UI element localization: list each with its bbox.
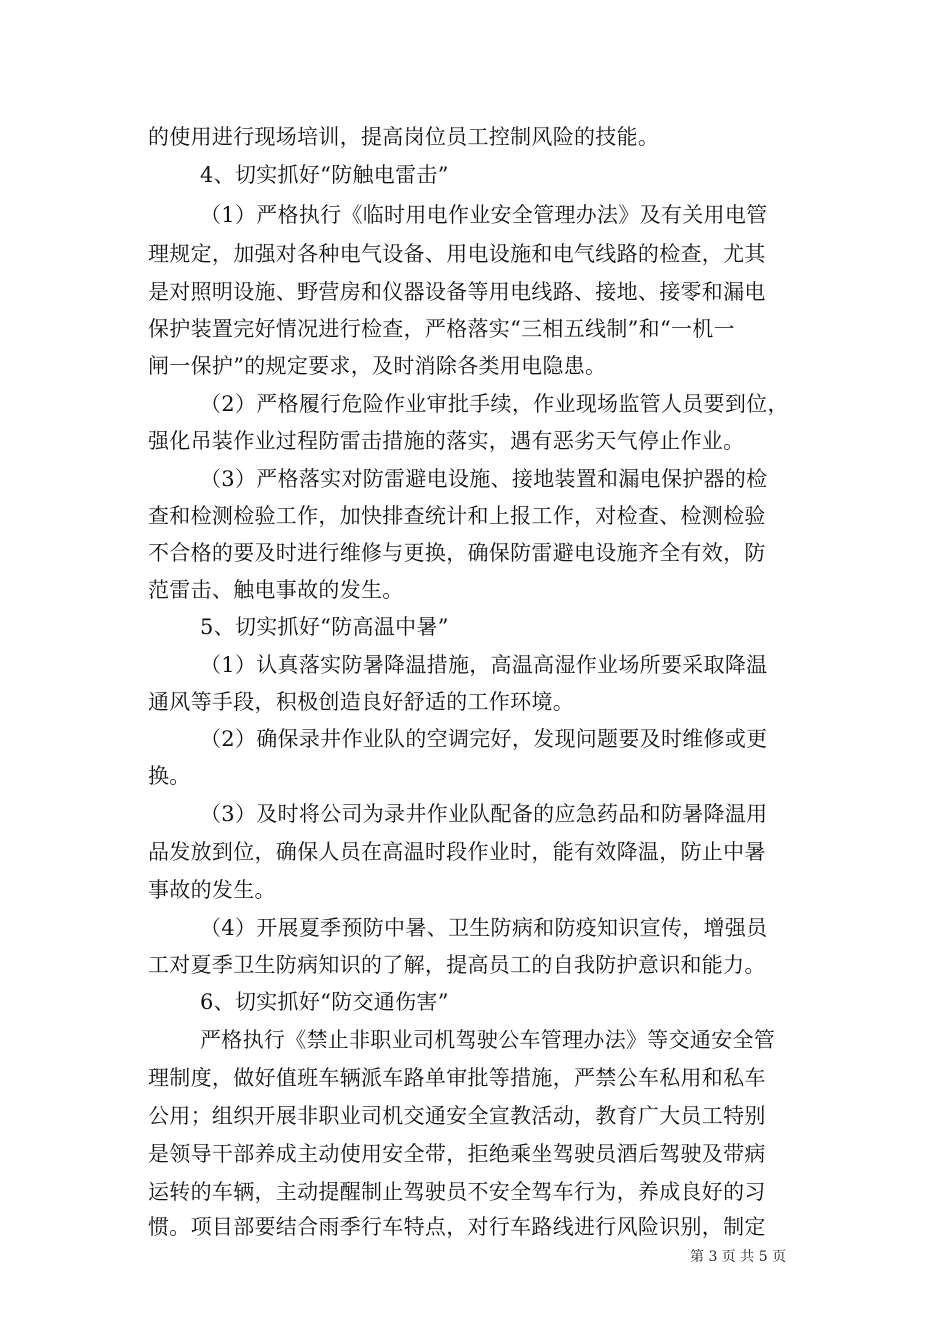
section-heading: 6、切实抓好“防交通伤害” — [200, 990, 449, 1014]
text-line: （2）确保录井作业队的空调完好，发现问题要及时维修或更 — [200, 727, 768, 751]
text-line: 严格执行《禁止非职业司机驾驶公车管理办法》等交通安全管 — [200, 1028, 776, 1052]
text-line: 事故的发生。 — [148, 878, 276, 902]
text-line: 公用；组织开展非职业司机交通安全宣教活动，教育广大员工特别 — [148, 1104, 766, 1128]
text-line: 不合格的要及时进行维修与更换，确保防雷避电设施齐全有效，防 — [148, 541, 766, 565]
text-line: 理制度，做好值班车辆派车路单审批等措施，严禁公车私用和私车 — [148, 1066, 766, 1090]
text-line: 查和检测检验工作，加快排查统计和上报工作，对检查、检测检验 — [148, 504, 766, 528]
text-line: 是对照明设施、野营房和仪器设备等用电线路、接地、接零和漏电 — [148, 280, 766, 304]
text-line: 是领导干部养成主动使用安全带，拒绝乘坐驾驶员酒后驾驶及带病 — [148, 1142, 766, 1166]
text-line: 品发放到位，确保人员在高温时段作业时，能有效降温，防止中暑 — [148, 840, 766, 864]
text-line: （1）认真落实防暑降温措施，高温高湿作业场所要采取降温 — [200, 653, 768, 677]
text-line: 换。 — [148, 764, 191, 788]
text-line: （1）严格执行《临时用电作业安全管理办法》及有关用电管 — [200, 203, 768, 227]
text-line: （4）开展夏季预防中暑、卫生防病和防疫知识宣传，增强员 — [200, 916, 768, 940]
page-number: 第 3 页 共 5 页 — [690, 1249, 787, 1265]
text-line: 理规定，加强对各种电气设备、用电设施和电气线路的检查，尤其 — [148, 242, 766, 266]
text-line: （2）严格履行危险作业审批手续，作业现场监管人员要到位， — [200, 392, 789, 416]
text-line: （3）及时将公司为录井作业队配备的应急药品和防暑降温用 — [200, 802, 768, 826]
section-heading: 4、切实抓好“防触电雷击” — [200, 163, 449, 187]
text-line: 通风等手段，积极创造良好舒适的工作环境。 — [148, 690, 574, 714]
text-line: 惯。项目部要结合雨季行车特点，对行车路线进行风险识别，制定 — [148, 1215, 766, 1239]
text-line: 运转的车辆，主动提醒制止驾驶员不安全驾车行为，养成良好的习 — [148, 1180, 766, 1204]
text-line: 工对夏季卫生防病知识的了解，提高员工的自我防护意识和能力。 — [148, 953, 766, 977]
text-line: （3）严格落实对防雷避电设施、接地装置和漏电保护器的检 — [200, 467, 768, 491]
text-line: 保护装置完好情况进行检查，严格落实“三相五线制”和“一机一 — [148, 317, 735, 341]
text-line: 强化吊装作业过程防雷击措施的落实，遇有恶劣天气停止作业。 — [148, 429, 745, 453]
section-heading: 5、切实抓好“防高温中暑” — [200, 615, 449, 639]
text-line: 闸一保护”的规定要求，及时消除各类用电隐患。 — [148, 354, 607, 378]
text-line: 的使用进行现场培训，提高岗位员工控制风险的技能。 — [148, 125, 660, 149]
text-line: 范雷击、触电事故的发生。 — [148, 578, 404, 602]
